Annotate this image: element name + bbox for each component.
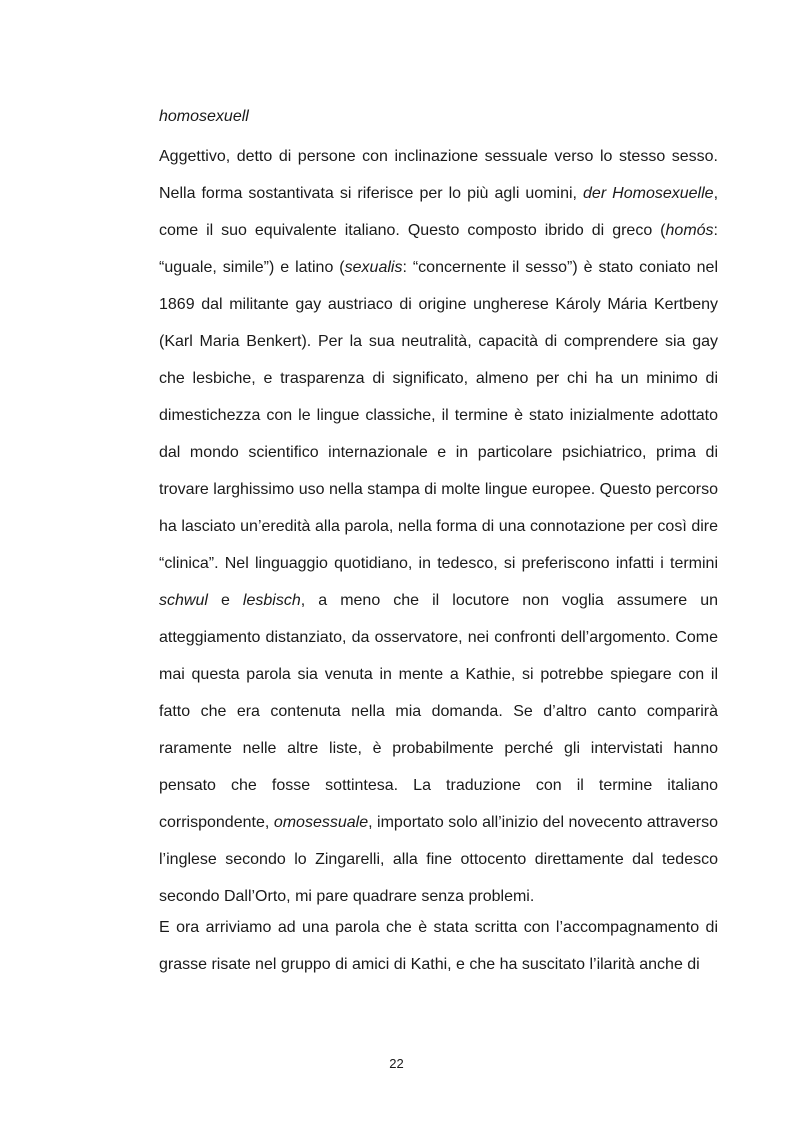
para1-run: , importato solo all’inizio del novecento attraverso l’inglese secondo lo Zingarelli, alla fine ottocento direttamente dal tedesco secondo Dall’Orto, mi pare quadrare senza problemi.: [159, 814, 719, 905]
dictionary-term-heading: homosexuell: [159, 108, 249, 125]
para1-run: omosessuale: [273, 814, 369, 831]
body-paragraph-1: [159, 138, 718, 915]
para1-run: schwul: [159, 592, 208, 609]
para1-run: : “uguale, simile”) e latino (: [159, 222, 718, 276]
body-paragraph-2: [159, 909, 718, 983]
para1-run: sexualis: [344, 259, 403, 276]
para1-run: e: [207, 592, 243, 609]
para1-run: : “concernente il sesso”) è stato coniato nel 1869 dal militante gay austriaco di origine ungherese Károly Mária Kertbeny (Karl Maria Benkert). Per la sua neutralità, capacità di comprendere sia gay che lesbiche, e trasparenza di significato, almeno per chi ha un minimo di dimestichezza con le lingue classiche, il termine è stato inizialmente adottato dal mondo scientifico internazionale e in particolare psichiatrico, prima di trovare larghissimo uso nella stampa di molte lingue europee. Questo percorso ha lasciato un’eredità alla parola, nella forma di una connotazione per così dire “clinica”. Nel linguaggio quotidiano, in tedesco, si preferiscono infatti i termini: [159, 259, 719, 572]
para1-run: lesbisch: [242, 592, 301, 609]
para1-run: Aggettivo, detto di persone con inclinazione sessuale verso lo stesso sesso. Nella forma sostantivata si riferisce per lo più agli uomini,: [159, 148, 718, 202]
para1-run: der Homosexuelle: [583, 185, 714, 202]
page-number: 22: [389, 1056, 404, 1071]
para1-run: , a meno che il locutore non voglia assumere un atteggiamento distanziato, da osservatore, nei confronti dell’argomento. Come mai questa parola sia venuta in mente a Kathie, si potrebbe spiegare con il fatto che era contenuta nella mia domanda. Se d’altro canto comparirà raramente nelle altre liste, è probabilmente perché gli intervistati hanno pensato che fosse sottintesa. La traduzione con il termine italiano corrispondente,: [159, 592, 718, 831]
para1-run: , come il suo equivalente italiano. Questo composto ibrido di greco (: [159, 185, 719, 239]
para2-run: E ora arriviamo ad una parola che è stata scritta con l’accompagnamento di grasse risate nel gruppo di amici di Kathi, e che ha suscitato l’ilarità anche di: [159, 919, 718, 973]
para1-run: homós: [665, 222, 714, 239]
